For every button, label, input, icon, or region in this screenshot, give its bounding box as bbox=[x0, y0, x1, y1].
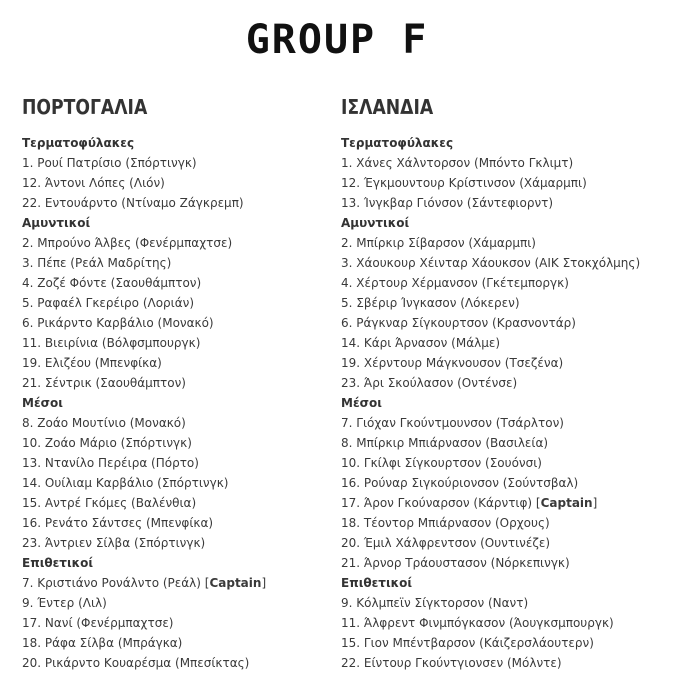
player-text: 2. Μπίρκιρ Σίβαρσον (Χάμαρμπι) bbox=[341, 236, 536, 250]
player-entry bbox=[22, 453, 332, 473]
player-text: 11. Βιειρίνια (Βόλφσμπουργκ) bbox=[22, 336, 201, 350]
player-text: 2. Μπρούνο Άλβες (Φενέρμπαχτσε) bbox=[22, 236, 233, 250]
roster bbox=[341, 133, 666, 673]
player-text: 10. Ζοάο Μάριο (Σπόρτινγκ) bbox=[22, 436, 192, 450]
position-heading: Τερματοφύλακες bbox=[341, 136, 454, 150]
player-text: 13. Ντανίλο Περέιρα (Πόρτο) bbox=[22, 456, 199, 470]
player-text: 16. Ρενάτο Σάντσες (Μπενφίκα) bbox=[22, 516, 214, 530]
player-entry bbox=[341, 473, 666, 493]
player-text: 4. Χέρτουρ Χέρμανσον (Γκέτεμποργκ) bbox=[341, 276, 569, 290]
player-entry bbox=[341, 333, 666, 353]
player-entry bbox=[341, 313, 666, 333]
player-text: 13. Ίνγκβαρ Γιόνσον (Σάντεφιορντ) bbox=[341, 196, 554, 210]
player-text: 23. Άρι Σκούλασον (Οντένσε) bbox=[341, 376, 518, 390]
player-entry bbox=[22, 353, 332, 373]
player-text: 17. Άρον Γκούναρσον (Κάρντιφ) [ bbox=[341, 496, 541, 510]
player-entry bbox=[22, 253, 332, 273]
player-entry bbox=[341, 513, 666, 533]
player-entry bbox=[341, 453, 666, 473]
player-entry bbox=[22, 493, 332, 513]
player-entry bbox=[341, 193, 666, 213]
player-entry bbox=[22, 593, 332, 613]
player-entry bbox=[341, 633, 666, 653]
player-text: 15. Αντρέ Γκόμες (Βαλένθια) bbox=[22, 496, 197, 510]
player-entry bbox=[22, 473, 332, 493]
player-entry bbox=[22, 613, 332, 633]
player-entry bbox=[22, 633, 332, 653]
player-entry bbox=[22, 273, 332, 293]
player-text: 10. Γκίλφι Σίγκουρτσον (Σουόνσι) bbox=[341, 456, 542, 470]
player-text: 3. Χάουκουρ Χέινταρ Χάουκσον (AIK Στοκχόλμης) bbox=[341, 256, 641, 270]
player-text: 14. Κάρι Άρνασον (Μάλμε) bbox=[341, 336, 501, 350]
player-entry bbox=[341, 433, 666, 453]
player-text: 9. Έντερ (Λιλ) bbox=[22, 596, 107, 610]
player-entry bbox=[22, 173, 332, 193]
player-text: 16. Ρούναρ Σιγκούριονσον (Σούντσβαλ) bbox=[341, 476, 579, 490]
player-text: 14. Ουίλιαμ Καρβάλιο (Σπόρτινγκ) bbox=[22, 476, 229, 490]
player-entry bbox=[341, 653, 666, 673]
player-text: 11. Άλφρεντ Φινμπόγκασον (Άουγκσμπουργκ) bbox=[341, 616, 614, 630]
player-text: 23. Άντριεν Σίλβα (Σπόρτινγκ) bbox=[22, 536, 206, 550]
player-text-suffix: ] bbox=[592, 496, 598, 510]
player-text: 6. Ρικάρντο Καρβάλιο (Μονακό) bbox=[22, 316, 214, 330]
player-text-suffix: ] bbox=[261, 576, 267, 590]
player-text: 5. Σβέριρ Ίνγκασον (Λόκερεν) bbox=[341, 296, 520, 310]
player-entry bbox=[22, 413, 332, 433]
position-heading: Επιθετικοί bbox=[341, 576, 413, 590]
player-text: 8. Μπίρκιρ Μπιάρνασον (Βασιλεία) bbox=[341, 436, 549, 450]
player-entry bbox=[341, 373, 666, 393]
player-entry bbox=[22, 433, 332, 453]
position-heading: Μέσοι bbox=[22, 396, 63, 410]
player-entry bbox=[22, 153, 332, 173]
player-entry bbox=[22, 293, 332, 313]
player-entry bbox=[341, 593, 666, 613]
player-text: 7. Κριστιάνο Ρονάλντο (Ρεάλ) [ bbox=[22, 576, 210, 590]
player-entry bbox=[22, 233, 332, 253]
player-entry bbox=[22, 573, 332, 593]
player-text: 18. Ράφα Σίλβα (Μπράγκα) bbox=[22, 636, 183, 650]
team-portugal bbox=[22, 92, 332, 673]
team-iceland bbox=[341, 92, 666, 673]
player-text: 18. Τέοντορ Μπιάρνασον (Ορχους) bbox=[341, 516, 550, 530]
captain-label: Captain bbox=[209, 576, 262, 590]
player-text: 15. Γιον Μπέντβαρσον (Κάιζερσλάουτερν) bbox=[341, 636, 594, 650]
position-heading: Τερματοφύλακες bbox=[22, 136, 135, 150]
page-title: GROUP F bbox=[245, 17, 429, 63]
player-text: 20. Ρικάρντο Κουαρέσμα (Μπεσίκτας) bbox=[22, 656, 250, 670]
player-text: 1. Ρουί Πατρίσιο (Σπόρτινγκ) bbox=[22, 156, 197, 170]
team-name: ΠΟΡΤΟΓΑΛΙΑ bbox=[22, 95, 148, 119]
player-text: 5. Ραφαέλ Γκερέιρο (Λοριάν) bbox=[22, 296, 195, 310]
player-entry bbox=[341, 413, 666, 433]
position-heading: Μέσοι bbox=[341, 396, 382, 410]
player-entry bbox=[341, 233, 666, 253]
player-entry bbox=[22, 313, 332, 333]
player-text: 19. Ελιζέου (Μπενφίκα) bbox=[22, 356, 162, 370]
player-text: 3. Πέπε (Ρεάλ Μαδρίτης) bbox=[22, 256, 172, 270]
player-entry bbox=[341, 293, 666, 313]
player-entry bbox=[341, 353, 666, 373]
player-text: 22. Εντουάρντο (Ντίναμο Ζάγκρεμπ) bbox=[22, 196, 244, 210]
player-text: 4. Ζοζέ Φόντε (Σαουθάμπτον) bbox=[22, 276, 202, 290]
player-entry bbox=[341, 273, 666, 293]
player-entry bbox=[22, 193, 332, 213]
player-text: 19. Χέρντουρ Μάγκνουσον (Τσεζένα) bbox=[341, 356, 564, 370]
position-heading: Αμυντικοί bbox=[22, 216, 91, 230]
player-entry bbox=[341, 253, 666, 273]
player-text: 12. Άντονι Λόπες (Λιόν) bbox=[22, 176, 165, 190]
player-text: 8. Ζοάο Μουτίνιο (Μονακό) bbox=[22, 416, 186, 430]
position-heading: Επιθετικοί bbox=[22, 556, 94, 570]
player-entry bbox=[341, 613, 666, 633]
player-text: 21. Άρνορ Τράουστασον (Νόρκεπινγκ) bbox=[341, 556, 570, 570]
player-entry bbox=[22, 373, 332, 393]
player-text: 17. Νανί (Φενέρμπαχτσε) bbox=[22, 616, 174, 630]
player-entry bbox=[341, 533, 666, 553]
player-text: 6. Ράγκναρ Σίγκουρτσον (Κρασνοντάρ) bbox=[341, 316, 576, 330]
team-name: ΙΣΛΑΝΔΙΑ bbox=[341, 95, 434, 119]
player-entry bbox=[22, 533, 332, 553]
player-entry bbox=[341, 493, 666, 513]
player-entry bbox=[341, 153, 666, 173]
player-entry bbox=[22, 333, 332, 353]
player-text: 1. Χάνες Χάλντορσον (Μπόντο Γκλιμτ) bbox=[341, 156, 574, 170]
player-text: 9. Κόλμπεϊν Σίγκτορσον (Ναντ) bbox=[341, 596, 529, 610]
player-text: 22. Είντουρ Γκούντγιονσεν (Μόλντε) bbox=[341, 656, 562, 670]
player-text: 12. Έγκμουντουρ Κρίστινσον (Χάμαρμπι) bbox=[341, 176, 587, 190]
player-text: 21. Σέντρικ (Σαουθάμπτον) bbox=[22, 376, 186, 390]
player-entry bbox=[22, 513, 332, 533]
roster bbox=[22, 133, 332, 673]
player-entry bbox=[341, 553, 666, 573]
player-entry bbox=[22, 653, 332, 673]
captain-label: Captain bbox=[540, 496, 593, 510]
player-text: 20. Έμιλ Χάλφρεντσον (Ουντινέζε) bbox=[341, 536, 551, 550]
position-heading: Αμυντικοί bbox=[341, 216, 410, 230]
player-text: 7. Γιόχαν Γκούντμουνσον (Τσάρλτον) bbox=[341, 416, 564, 430]
player-entry bbox=[341, 173, 666, 193]
